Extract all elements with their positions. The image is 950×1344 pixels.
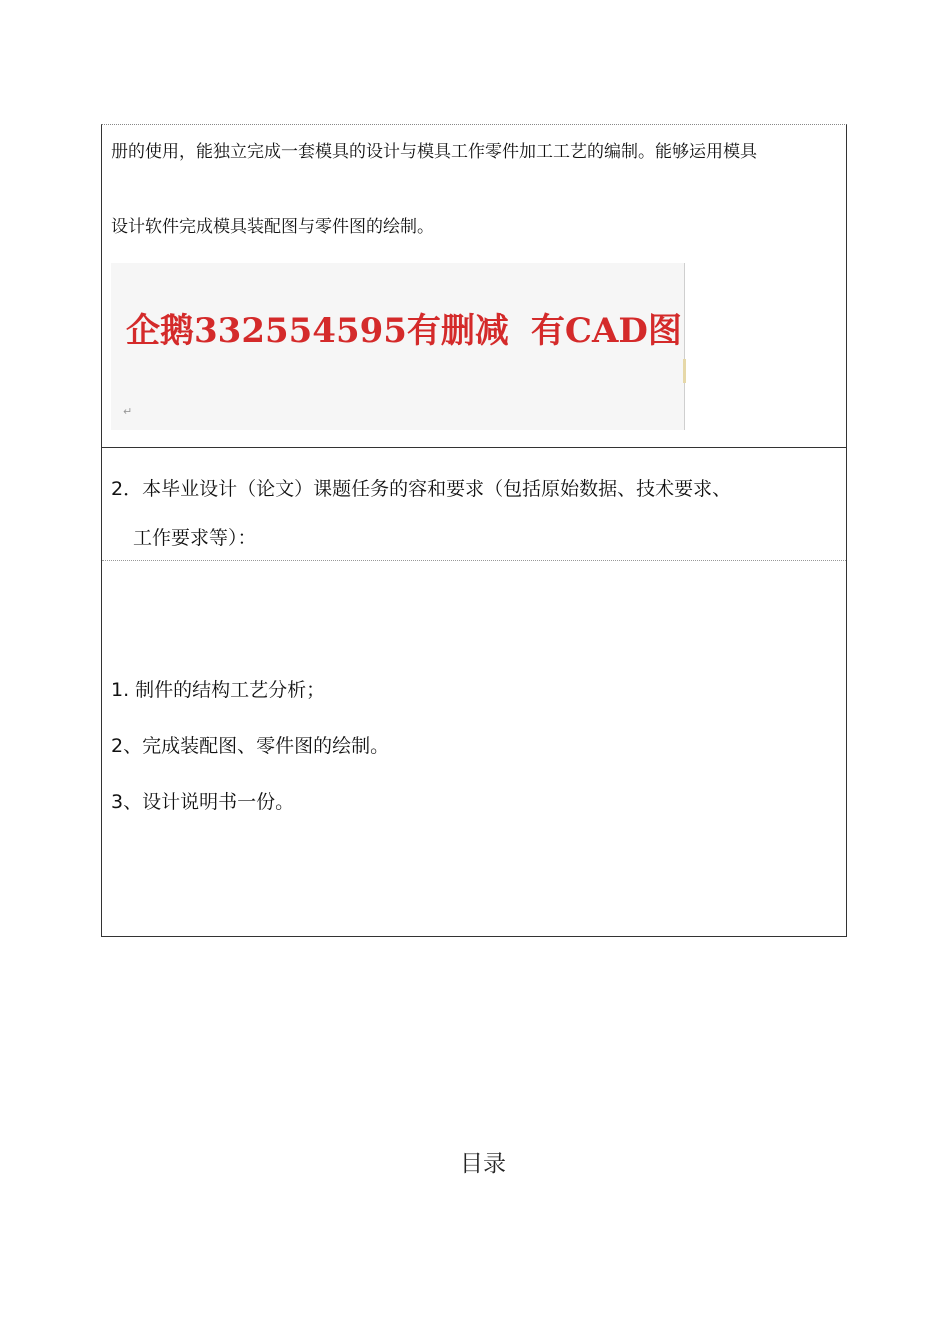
banner-text-part1: 企鹅332554595有删减	[126, 311, 509, 351]
banner-text	[126, 303, 682, 352]
banner-edge-strip	[683, 359, 686, 383]
contact-banner-image	[111, 263, 685, 430]
dotted-divider	[102, 560, 846, 561]
requirement-item-2: 2、完成装配图、零件图的绘制。	[111, 735, 390, 757]
requirement-item-3: 3、设计说明书一份。	[111, 791, 295, 813]
task-table	[101, 124, 847, 937]
paragraph-mark-icon: ↵	[123, 405, 133, 418]
banner-text-part2: 有CAD图	[530, 311, 682, 351]
paragraph-line-2: 设计软件完成模具装配图与零件图的绘制。	[111, 217, 434, 237]
section-2-heading-line-1: 2．本毕业设计（论文）课题任务的容和要求（包括原始数据、技术要求、	[111, 478, 732, 500]
requirement-item-1: 1. 制件的结构工艺分析；	[111, 679, 326, 701]
row-divider	[102, 447, 846, 448]
paragraph-line-1: 册的使用，能独立完成一套模具的设计与模具工作零件加工工艺的编制。能够运用模具	[111, 142, 757, 162]
toc-title: 目录	[460, 1151, 506, 1177]
section-2-heading-line-2: 工作要求等）：	[133, 527, 257, 549]
